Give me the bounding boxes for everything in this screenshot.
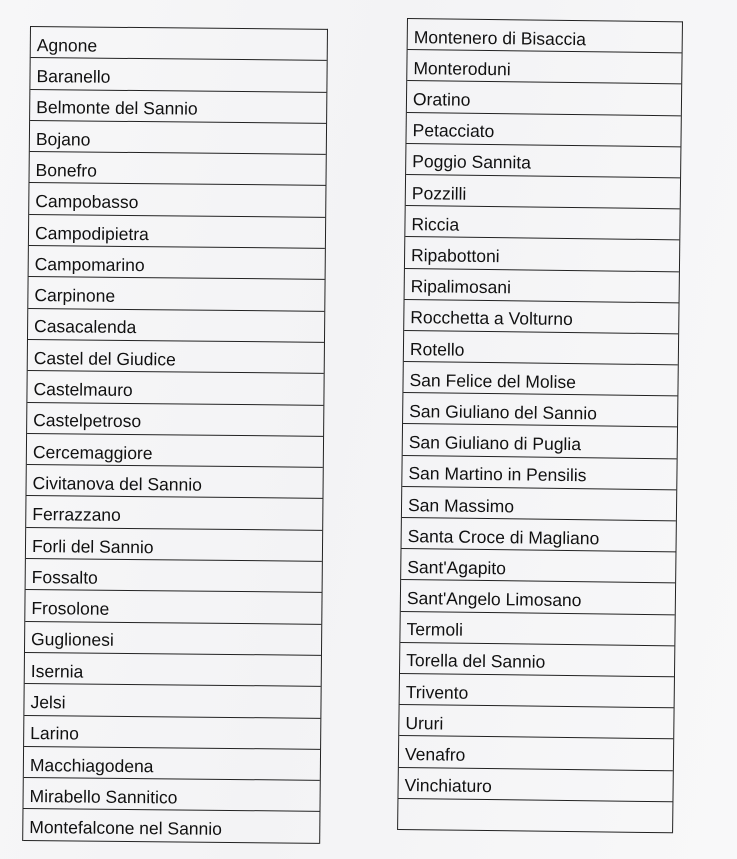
table-row: Monteroduni bbox=[407, 50, 681, 85]
table-row: Belmonte del Sannio bbox=[30, 90, 326, 124]
table-row: Larino bbox=[24, 716, 320, 750]
table-row: Ripalimosani bbox=[405, 268, 679, 303]
table-row: Montenero di Bisaccia bbox=[408, 19, 682, 54]
table-row: Jelsi bbox=[24, 684, 320, 718]
municipality-table-right bbox=[397, 18, 683, 833]
table-row: Petacciato bbox=[406, 113, 680, 148]
table-row: Civitanova del Sannio bbox=[26, 465, 322, 499]
table-row: Fossalto bbox=[26, 559, 322, 593]
table-row: Baranello bbox=[30, 58, 326, 92]
table-row: Ferrazzano bbox=[26, 496, 322, 530]
table-row: Cercemaggiore bbox=[27, 434, 323, 468]
table-row: Bojano bbox=[30, 121, 326, 155]
municipality-table-left bbox=[22, 26, 328, 844]
table-row-empty bbox=[398, 799, 672, 834]
table-row: Guglionesi bbox=[25, 622, 321, 656]
table-row: Sant'Agapito bbox=[401, 549, 675, 584]
table-row: Pozzilli bbox=[406, 175, 680, 210]
table-row: San Massimo bbox=[402, 487, 676, 522]
table-row: Casacalenda bbox=[28, 309, 324, 343]
table-row: Santa Croce di Magliano bbox=[402, 518, 676, 553]
table-row: Bonefro bbox=[29, 152, 325, 186]
table-row: Vinchiaturo bbox=[398, 767, 672, 802]
table-row: Torella del Sannio bbox=[400, 643, 674, 678]
table-row: Poggio Sannita bbox=[406, 144, 680, 179]
table-row: San Giuliano di Puglia bbox=[403, 424, 677, 459]
table-row: San Felice del Molise bbox=[403, 362, 677, 397]
table-row: Ripabottoni bbox=[405, 237, 679, 272]
table-row: San Martino in Pensilis bbox=[402, 456, 676, 491]
table-row: Campomarino bbox=[29, 246, 325, 280]
table-row: Forli del Sannio bbox=[26, 528, 322, 562]
table-row: San Giuliano del Sannio bbox=[403, 393, 677, 428]
table-row: Rotello bbox=[404, 331, 678, 366]
table-row: Rocchetta a Volturno bbox=[404, 300, 678, 335]
table-row: Venafro bbox=[399, 736, 673, 771]
table-row: Macchiagodena bbox=[24, 747, 320, 781]
table-row: Castelmauro bbox=[27, 371, 323, 405]
table-row: Agnone bbox=[31, 27, 327, 61]
table-row: Sant'Angelo Limosano bbox=[401, 580, 675, 615]
table-row: Ururi bbox=[399, 705, 673, 740]
table-row: Castelpetroso bbox=[27, 403, 323, 437]
table-row: Castel del Giudice bbox=[28, 340, 324, 374]
table-row: Oratino bbox=[407, 81, 681, 116]
table-row: Carpinone bbox=[28, 277, 324, 311]
table-row: Isernia bbox=[25, 653, 321, 687]
table-row: Riccia bbox=[405, 206, 679, 241]
table-row: Mirabello Sannitico bbox=[23, 778, 319, 812]
table-row: Frosolone bbox=[25, 590, 321, 624]
table-row: Campobasso bbox=[29, 183, 325, 217]
table-row: Campodipietra bbox=[29, 215, 325, 249]
table-row: Montefalcone nel Sannio bbox=[23, 809, 319, 843]
table-row: Termoli bbox=[400, 612, 674, 647]
table-row: Trivento bbox=[400, 674, 674, 709]
